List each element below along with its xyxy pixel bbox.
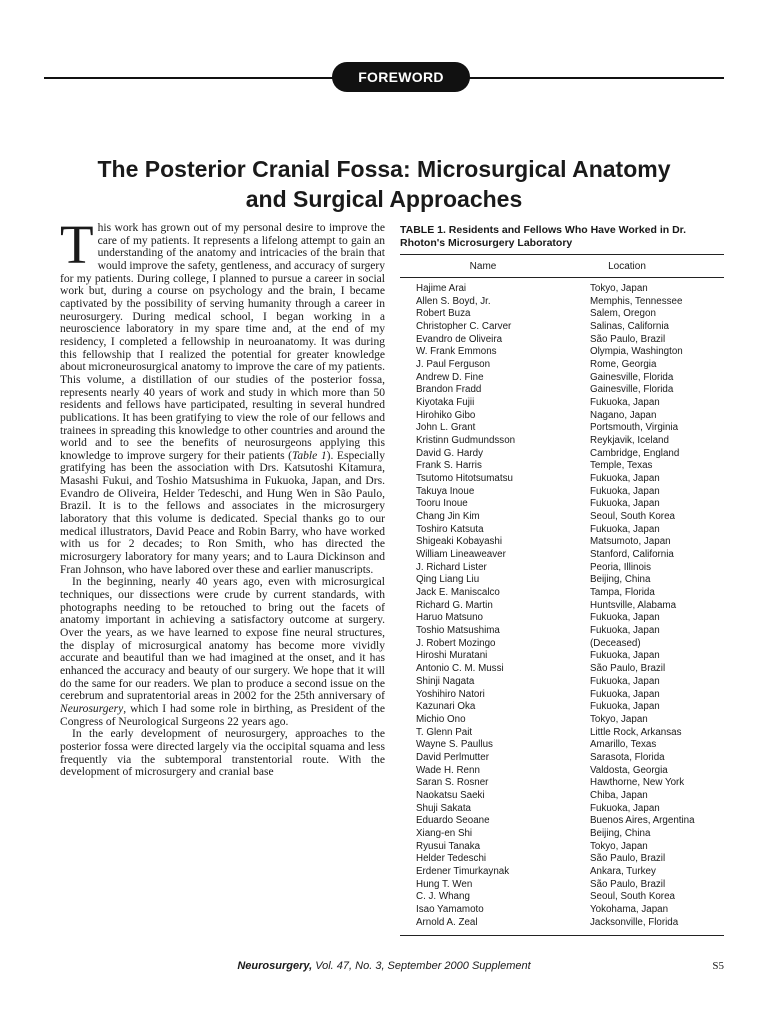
cell-name: David Perlmutter [416,751,489,763]
table-row [400,384,724,397]
table-row [400,536,724,549]
cell-name: Wade H. Renn [416,764,480,776]
table-row [400,739,724,752]
table-row [400,410,724,423]
cell-location: Beijing, China [590,574,651,586]
cell-name: Saran S. Rosner [416,777,489,789]
cell-location: Fukuoka, Japan [590,498,660,510]
cell-location: São Paulo, Brazil [590,333,666,345]
table-row [400,904,724,917]
table-row [400,473,724,486]
table-row [400,397,724,410]
cell-location: Fukuoka, Japan [590,612,660,624]
cell-name: Kiyotaka Fujii [416,397,475,409]
cell-location: Yokohama, Japan [590,903,669,915]
cell-location: Amarillo, Texas [590,739,657,751]
table-row [400,587,724,600]
cell-name: Kristinn Gudmundsson [416,435,516,447]
cell-location: Peoria, Illinois [590,561,651,573]
cell-location: Jacksonville, Florida [590,916,679,928]
cell-name: Hajime Arai [416,283,467,294]
cell-location: Fukuoka, Japan [590,523,660,535]
cell-location: Fukuoka, Japan [590,688,660,700]
cell-name: Wayne S. Paullus [416,739,493,751]
cell-name: Toshio Matsushima [416,625,500,637]
cell-name: Tooru Inoue [416,498,468,510]
table-row [400,676,724,689]
table-row [400,752,724,765]
paragraph-1-text: his work has grown out of my personal desire to improve the care of my patients. It represents a lifelong attempt to gain an understanding of the anatomy and intricacies of the brain that would improve the safety, gentleness, and accuracy of surgery for my patients. During college, I planned to pursue a career in social work but, during a course on psychology and the brain, I became captivated by the possibility of serving humanity through a career in neurosurgery. During medical school, I began working in a neuroscience laboratory in my spare time and, at the end of my residency, I completed a fellowship in neuroanatomy. It was during this fellowship that I realized the potential for greater knowledge about microneurosurgical anatomy to improve the care of my patients. This volume, a distillation of our studies of the posterior fossa, represents nearly 40 years of work and study in which more than 50 residents and fellows have participated, resulting in several hundred publications. It has been gratifying to view the role of our fellows and trainees in spreading this knowledge to other countries and around the world and to see the benefits of neurosurgeons applying this knowledge to improve surgery for their patients ( [60,222,385,462]
paragraph-2 [60,576,385,728]
cell-name: Eduardo Seoane [416,815,490,827]
table-row [400,663,724,676]
journal-citation [0,960,768,972]
cell-location: Stanford, California [590,549,674,561]
cell-location: Salinas, California [590,321,669,333]
cell-location: Seoul, South Korea [590,511,675,523]
table-row [400,612,724,625]
table-row [400,650,724,663]
cell-location: Gainesville, Florida [590,371,674,383]
table-header [400,255,724,277]
cell-location: Fukuoka, Japan [590,485,660,497]
cell-name: Tsutomo Hitotsumatsu [416,473,513,485]
table-row [400,321,724,334]
table-row [400,803,724,816]
cell-name: William Lineaweaver [416,549,506,561]
cell-location: Fukuoka, Japan [590,802,660,814]
cell-location: Reykjavik, Iceland [590,435,669,447]
table-row [400,853,724,866]
cell-location: Ankara, Turkey [590,865,656,877]
cell-name: Brandon Fradd [416,384,482,396]
cell-name: Richard G. Martin [416,599,493,611]
cell-location: Hawthorne, New York [590,777,685,789]
cell-name: Hiroshi Muratani [416,650,488,662]
cell-name: Evandro de Oliveira [416,333,503,345]
table-row [400,549,724,562]
cell-location: Fukuoka, Japan [590,701,660,713]
cell-location: Cambridge, England [590,447,680,459]
cell-location: Memphis, Tennessee [590,295,683,307]
cell-location: Seoul, South Korea [590,891,675,903]
paragraph-1 [60,222,385,576]
cell-name: J. Paul Ferguson [416,359,491,371]
cell-location: Fukuoka, Japan [590,650,660,662]
table-row [400,891,724,904]
cell-location: São Paulo, Brazil [590,878,666,890]
table-row [400,359,724,372]
cell-name: Hung T. Wen [416,878,473,890]
cell-name: Ryusui Tanaka [416,840,481,852]
cell-location: Sarasota, Florida [590,751,665,763]
table-row [400,917,724,930]
cell-name: Michio Ono [416,713,466,725]
cell-name: Christopher C. Carver [416,321,512,333]
table-row [400,334,724,347]
journal-reference: Neurosurgery [60,702,124,715]
article-title [60,154,708,214]
cell-name: Robert Buza [416,308,471,320]
table-row [400,574,724,587]
table-caption: TABLE 1. Residents and Fellows Who Have Worked in Dr. Rhoton's Microsurgery Laboratory [400,224,687,249]
paragraph-1-end: ). Especially gratifying has been the association with Drs. Katsutoshi Kitamura, Masashi Fukui, and Toshio Matsushima in Fukuoka, Japan, and Drs. Evandro de Oliveira, Helder Tedeschi, and Hung Wen in São Paulo, Brazil. It is to the fellows and associates in the microsurgery laboratory that this volume is dedicated. Special thanks go to our medical illustrators, David Peace and Robin Barry, who have worked with us for 2 decades; to Ron Smith, who has directed the microsurgery laboratory for many years; and to Laura Dickinson and Fran Johnson, who have labored over these and earlier manuscripts. [60,449,385,576]
table-row [400,689,724,702]
cell-location: Tokyo, Japan [590,840,648,852]
cell-name: Xiang-en Shi [416,827,473,839]
cell-location: Buenos Aires, Argentina [590,815,695,827]
cell-name: Antonio C. M. Mussi [416,663,504,675]
cell-location: São Paulo, Brazil [590,663,666,675]
table-row [400,841,724,854]
cell-name: Allen S. Boyd, Jr. [416,295,491,307]
page-number: S5 [712,960,724,972]
column-header-name: Name [469,260,497,272]
table-row [400,448,724,461]
cell-name: Yoshihiro Natori [416,688,485,700]
cell-location: Little Rock, Arkansas [590,726,682,738]
table-row [400,815,724,828]
cell-location: Temple, Texas [590,460,653,472]
cell-name: Arnold A. Zeal [416,916,478,928]
paragraph-3: In the early development of neurosurgery, approaches to the posterior fossa were directed largely via the occipital squama and less frequently via the subtemporal transtentorial route. With the development of microsurgery and cranial base [60,728,385,779]
table-row [400,714,724,727]
body-text-column [60,222,385,934]
table-row [400,790,724,803]
section-label: FOREWORD [332,62,470,92]
cell-name: Shuji Sakata [416,802,472,814]
cell-location: Valdosta, Georgia [590,764,668,776]
table-body [400,278,724,935]
table-reference: Table 1 [292,449,327,462]
cell-location: Tokyo, Japan [590,713,648,725]
cell-name: Chang Jin Kim [416,511,480,523]
table-row [400,486,724,499]
table-row [400,765,724,778]
cell-name: Qing Liang Liu [416,574,480,586]
cell-location: Beijing, China [590,827,651,839]
cell-name: Andrew D. Fine [416,371,484,383]
table-row [400,372,724,385]
cell-location: Gainesville, Florida [590,384,674,396]
table-row [400,600,724,613]
cell-location: Fukuoka, Japan [590,625,660,637]
cell-name: J. Richard Lister [416,561,487,573]
cell-name: Jack E. Maniscalco [416,587,500,599]
journal-name: Neurosurgery, [237,960,313,972]
cell-location: Huntsville, Alabama [590,599,677,611]
table-row [400,422,724,435]
cell-name: David G. Hardy [416,447,483,459]
table-row [400,866,724,879]
cell-name: J. Robert Mozingo [416,637,496,649]
table-row [400,296,724,309]
cell-location: Tokyo, Japan [590,283,648,294]
table-row [400,435,724,448]
cell-name: Frank S. Harris [416,460,482,472]
table-row [400,701,724,714]
cell-location: Salem, Oregon [590,308,656,320]
table-row [400,625,724,638]
article-title-line2: and Surgical Approaches [245,186,523,212]
cell-location: Portsmouth, Virginia [590,422,679,434]
paragraph-2-text: In the beginning, nearly 40 years ago, even with microsurgical techniques, our dissections were crude by current standards, with photographs needing to be retouched to bring out the facets of anatomy important in achieving a satisfactory outcome at surgery. Over the years, as we have learned to expose fine neural structures, the display of microsurgical anatomy has become more vividly accurate and beautiful than we had imagined at the onset, and it has enhanced the accuracy and beauty of our surgery. We hope that it will do the same for our readers. We plan to produce a second issue on the cerebrum and supratentorial areas in 2002 for the 25th anniversary of [60,576,385,703]
table-row [400,511,724,524]
table-row [400,638,724,651]
column-header-location: Location [608,260,646,272]
cell-location: Matsumoto, Japan [590,536,671,548]
cell-location: Tampa, Florida [590,587,655,599]
cell-name: Shigeaki Kobayashi [416,536,503,548]
page-footer [0,960,768,976]
cell-location: São Paulo, Brazil [590,853,666,865]
cell-location: Fukuoka, Japan [590,473,660,485]
cell-location: Chiba, Japan [590,789,648,801]
table-row [400,524,724,537]
drop-cap: T [60,222,94,275]
cell-name: Haruo Matsuno [416,612,483,624]
cell-name: C. J. Whang [416,891,470,903]
cell-name: Helder Tedeschi [416,853,487,865]
table-1 [400,224,724,936]
cell-location: Nagano, Japan [590,409,657,421]
cell-name: Toshiro Katsuta [416,523,484,535]
table-row [400,283,724,296]
cell-location: (Deceased) [590,637,641,649]
cell-name: W. Frank Emmons [416,346,497,358]
table-row [400,460,724,473]
journal-issue: Vol. 47, No. 3, September 2000 Supplement [312,960,531,972]
article-title-line1: The Posterior Cranial Fossa: Microsurgical Anatomy [97,156,671,182]
table-row [400,562,724,575]
cell-name: Erdener Timurkaynak [416,865,510,877]
cell-location: Olympia, Washington [590,346,683,358]
cell-name: Naokatsu Saeki [416,789,485,801]
cell-name: John L. Grant [416,422,476,434]
table-bottom-rule [400,935,724,936]
cell-location: Rome, Georgia [590,359,657,371]
cell-name: Hirohiko Gibo [416,409,476,421]
cell-name: Kazunari Oka [416,701,476,713]
paragraph-2-end: , which I had some role in birthing, as President of the Congress of Neurological Surgeons 22 years ago. [60,702,385,728]
table-row [400,727,724,740]
table-row [400,879,724,892]
cell-location: Fukuoka, Japan [590,397,660,409]
cell-name: Isao Yamamoto [416,903,484,915]
cell-name: Takuya Inoue [416,485,475,497]
table-row [400,308,724,321]
cell-location: Fukuoka, Japan [590,675,660,687]
table-row [400,828,724,841]
table-row [400,777,724,790]
table-row [400,346,724,359]
table-row [400,498,724,511]
cell-name: T. Glenn Pait [416,726,473,738]
cell-name: Shinji Nagata [416,675,475,687]
